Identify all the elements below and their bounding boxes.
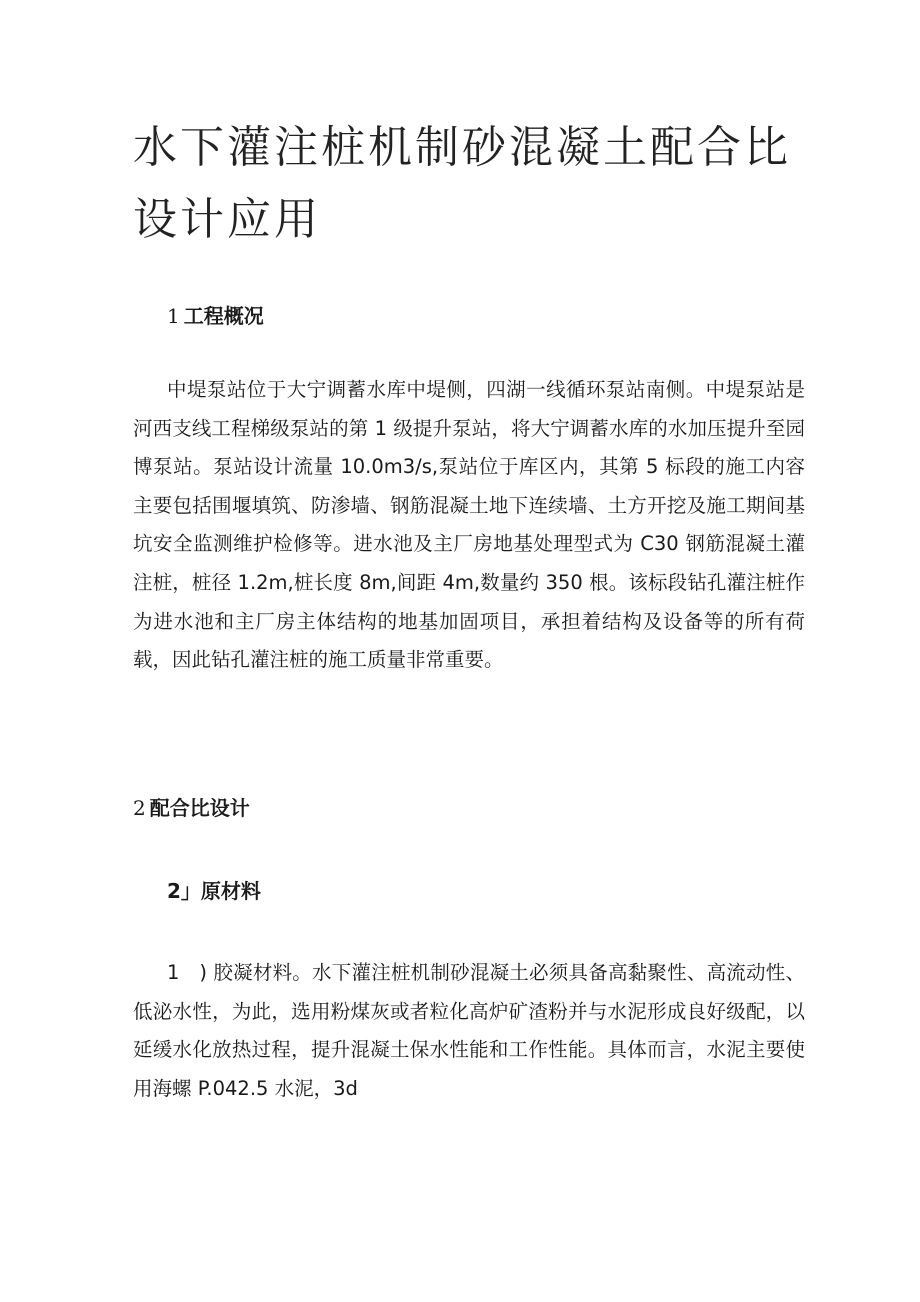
section-1-heading-text: 工程概况 [183,304,264,328]
section-2-heading-text: 配合比设计 [149,796,250,820]
section-1-paragraph: 中堤泵站位于大宁调蓄水库中堤侧，四湖一线循环泵站南侧。中堤泵站是河西支线工程梯级泵站的第 1 级提升泵站，将大宁调蓄水库的水加压提升至园博泵站。泵站设计流量 10.0m3/s,泵站位于库区内，其第 5 标段的施工内容主要包括围堰填筑、防渗墙、钢筋混凝土地下连续墙、土方开挖及施工期间基坑安全监测维护检修等。进水池及主厂房地基处理型式为 C30 钢筋混凝土灌注桩，桩径 1.2m,桩长度 8m,间距 4m,数量约 350 根。该标段钻孔灌注桩作为进水池和主厂房主体结构的地基加固项目，承担着结构及设备等的所有荷载，因此钻孔灌注桩的施工质量非常重要。 [133,378,805,672]
section-2-1-subheading: 2」原材料 [167,879,261,903]
section-1-number: 1 [167,304,180,328]
section-2-heading [133,794,250,822]
section-1-heading [167,302,264,330]
section-2-paragraph: 1 ) 胶凝材料。水下灌注桩机制砂混凝土必须具备高黏聚性、高流动性、低泌水性，为此，选用粉煤灰或者粒化高炉矿渣粉并与水泥形成良好级配，以延缓水化放热过程，提升混凝土保水性能和工作性能。具体而言，水泥主要使用海螺 P.042.5 水泥，3d [133,961,805,1100]
section-2-number: 2 [133,796,146,820]
document-title: 水下灌注桩机制砂混凝土配合比设计应用 [133,122,791,245]
